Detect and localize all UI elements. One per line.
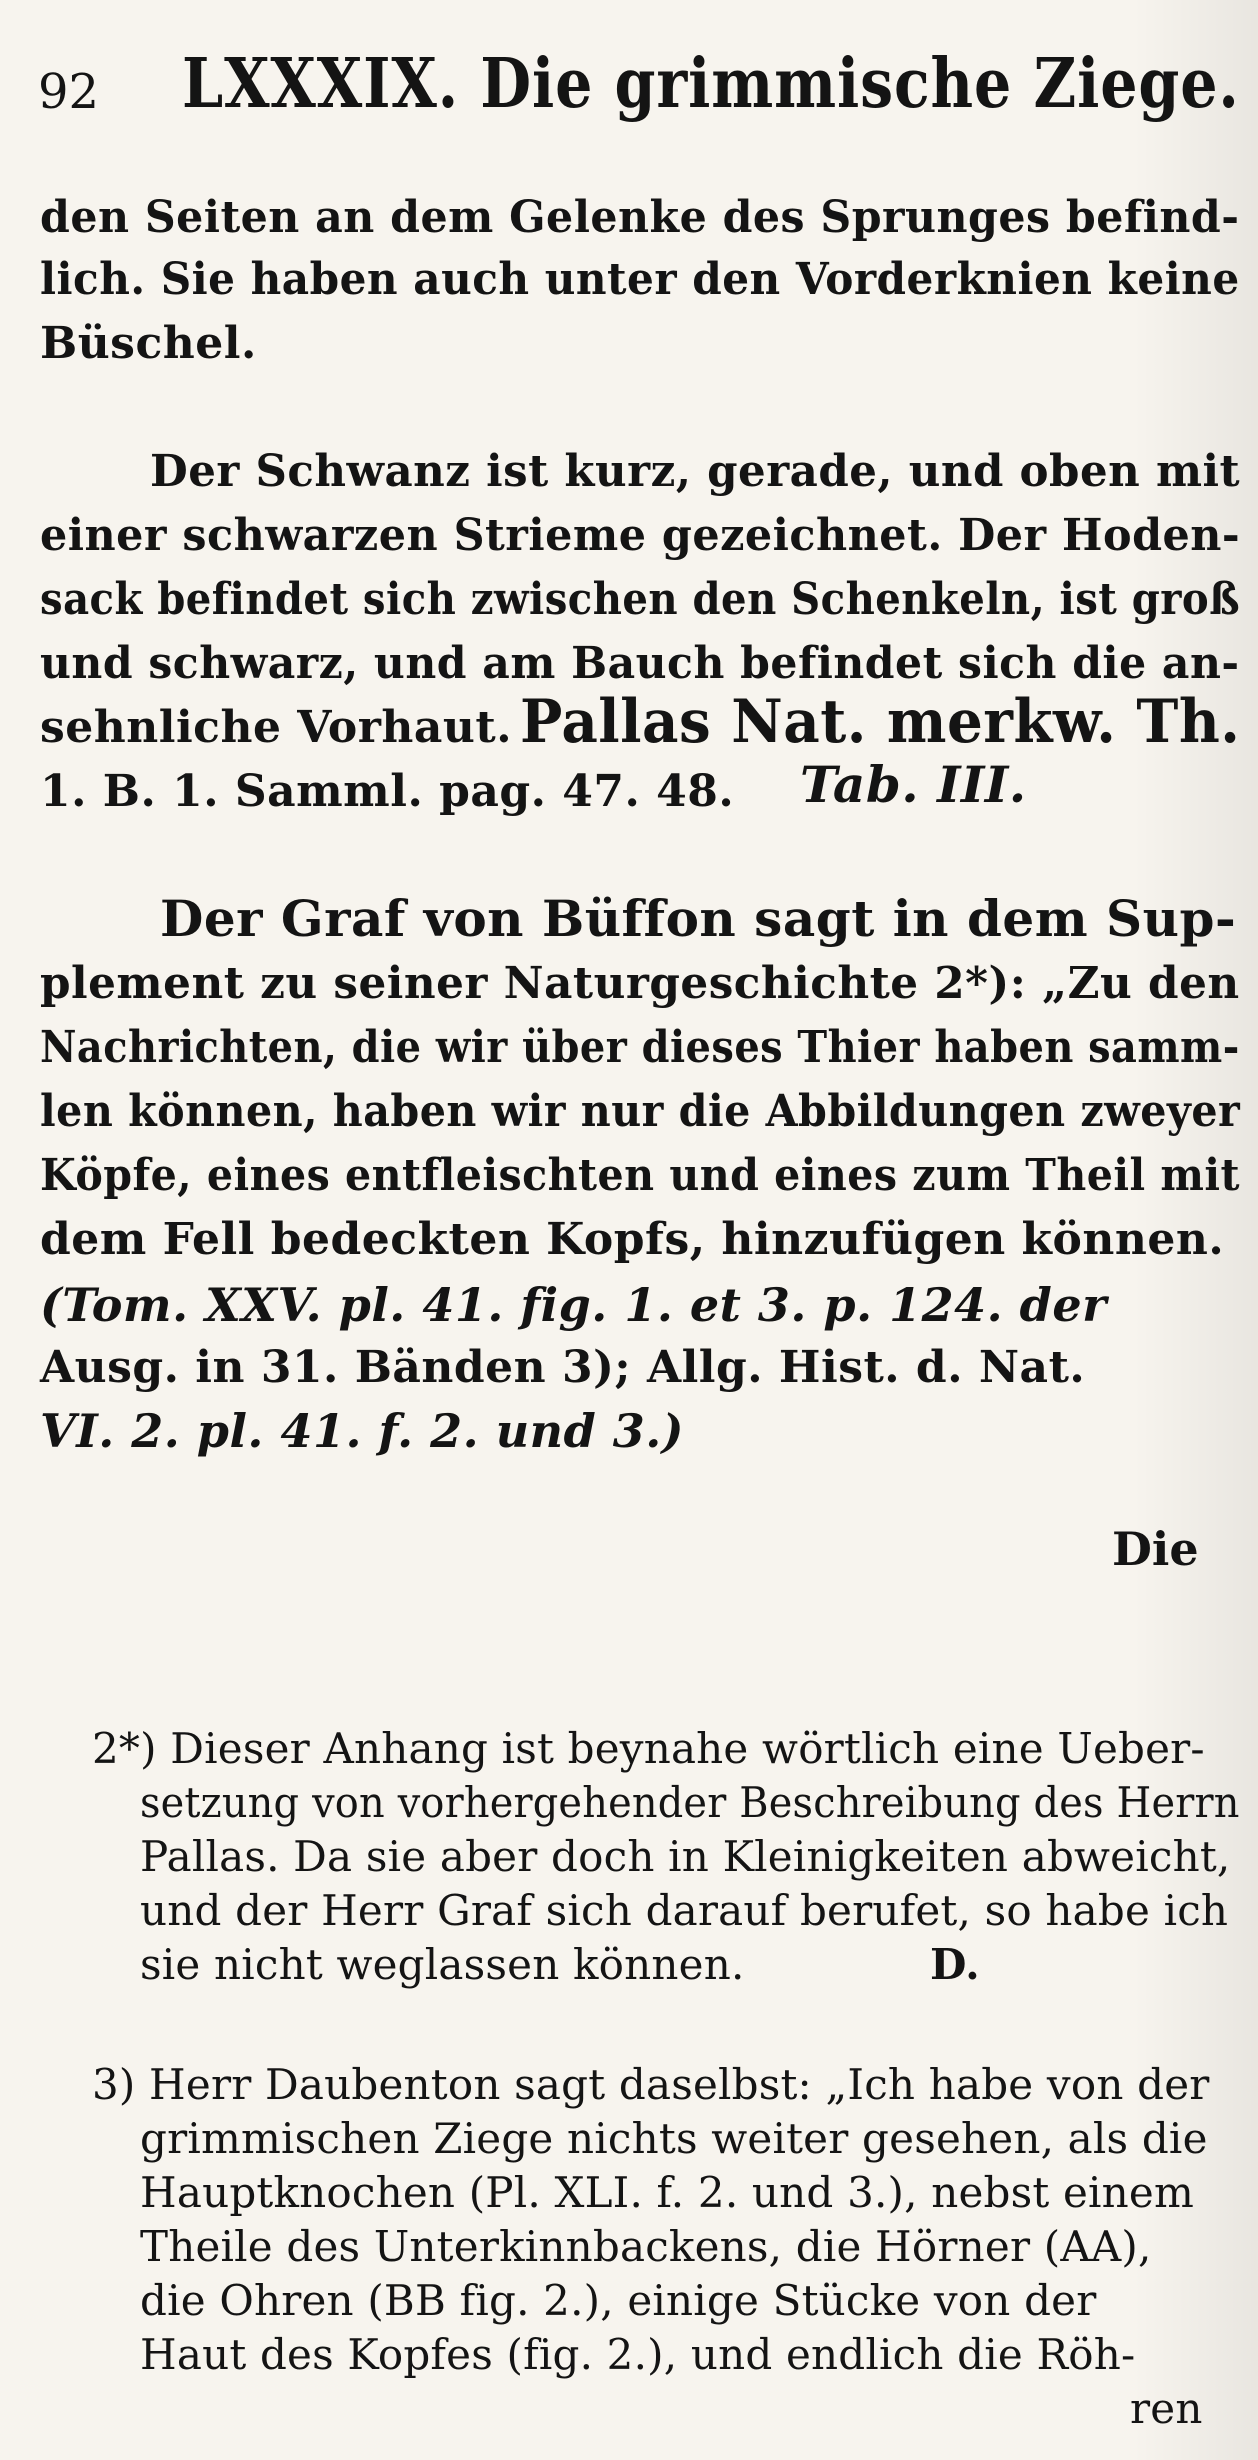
text-line: Nachrichten, die wir über dieses Thier haben samm- — [40, 1022, 1240, 1073]
footnote-line: Pallas. Da sie aber doch in Kleinigkeiten abweicht, — [140, 1832, 1231, 1881]
page-number: 92 — [38, 64, 100, 120]
footnote-line: Haut des Kopfes (fig. 2.), und endlich die Röh- — [140, 2330, 1136, 2379]
text-line: dem Fell bedeckten Kopfs, hinzufügen können. — [40, 1214, 1225, 1265]
footnote-line: Theile des Unterkinnbackens, die Hörner (AA), — [140, 2222, 1152, 2271]
text-line: (Tom. XXV. pl. 41. fig. 1. et 3. p. 124. der — [40, 1278, 1107, 1332]
text-line: Der Schwanz ist kurz, gerade, und oben mit — [150, 446, 1241, 497]
running-title: LXXXIX. Die grimmische Ziege. — [182, 44, 1240, 124]
footnote-line: 3) Herr Daubenton sagt daselbst: „Ich habe von der — [92, 2060, 1210, 2109]
footnote-line: sie nicht weglassen können. — [140, 1940, 745, 1989]
footnote-line: grimmischen Ziege nichts weiter gesehen, als die — [140, 2114, 1208, 2163]
catchword: Die — [1112, 1522, 1199, 1576]
footnote-signature: D. — [930, 1940, 980, 1989]
citation-pallas: Pallas Nat. merkw. Th. — [520, 687, 1241, 757]
footnote-line: und der Herr Graf sich darauf berufet, so habe ich — [140, 1886, 1229, 1935]
footnote-line: setzung von vorhergehender Beschreibung des Herrn — [140, 1778, 1240, 1827]
text-line: plement zu seiner Naturgeschichte 2*): „Zu den — [40, 958, 1240, 1009]
text-line: Der Graf von Büffon sagt in dem Sup- — [160, 889, 1237, 948]
text-line: lich. Sie haben auch unter den Vorderknien keine — [40, 254, 1240, 305]
tab-reference: Tab. III. — [800, 755, 1027, 814]
text-line: sehnliche Vorhaut. — [40, 702, 513, 753]
text-line: Büschel. — [40, 318, 257, 369]
text-line: einer schwarzen Strieme gezeichnet. Der Hoden- — [40, 510, 1241, 561]
footnote-line: 2*) Dieser Anhang ist beynahe wörtlich eine Ueber- — [92, 1724, 1205, 1773]
footnote-line: Hauptknochen (Pl. XLI. f. 2. und 3.), nebst einem — [140, 2168, 1195, 2217]
text-line: Köpfe, eines entfleischten und eines zum Theil mit — [40, 1150, 1240, 1201]
text-line: den Seiten an dem Gelenke des Sprunges befind- — [40, 192, 1240, 243]
footnote-line: ren — [1130, 2384, 1203, 2433]
text-line: Ausg. in 31. Bänden 3); Allg. Hist. d. Nat. — [40, 1342, 1086, 1393]
text-line: len können, haben wir nur die Abbildungen zweyer — [40, 1086, 1241, 1137]
text-line: VI. 2. pl. 41. f. 2. und 3.) — [40, 1404, 685, 1458]
text-line: sack befindet sich zwischen den Schenkeln, ist groß — [40, 574, 1241, 625]
text-line: und schwarz, und am Bauch befindet sich die an- — [40, 638, 1240, 689]
text-line: 1. B. 1. Samml. pag. 47. 48. — [40, 766, 735, 817]
footnote-line: die Ohren (BB fig. 2.), einige Stücke von der — [140, 2276, 1097, 2325]
